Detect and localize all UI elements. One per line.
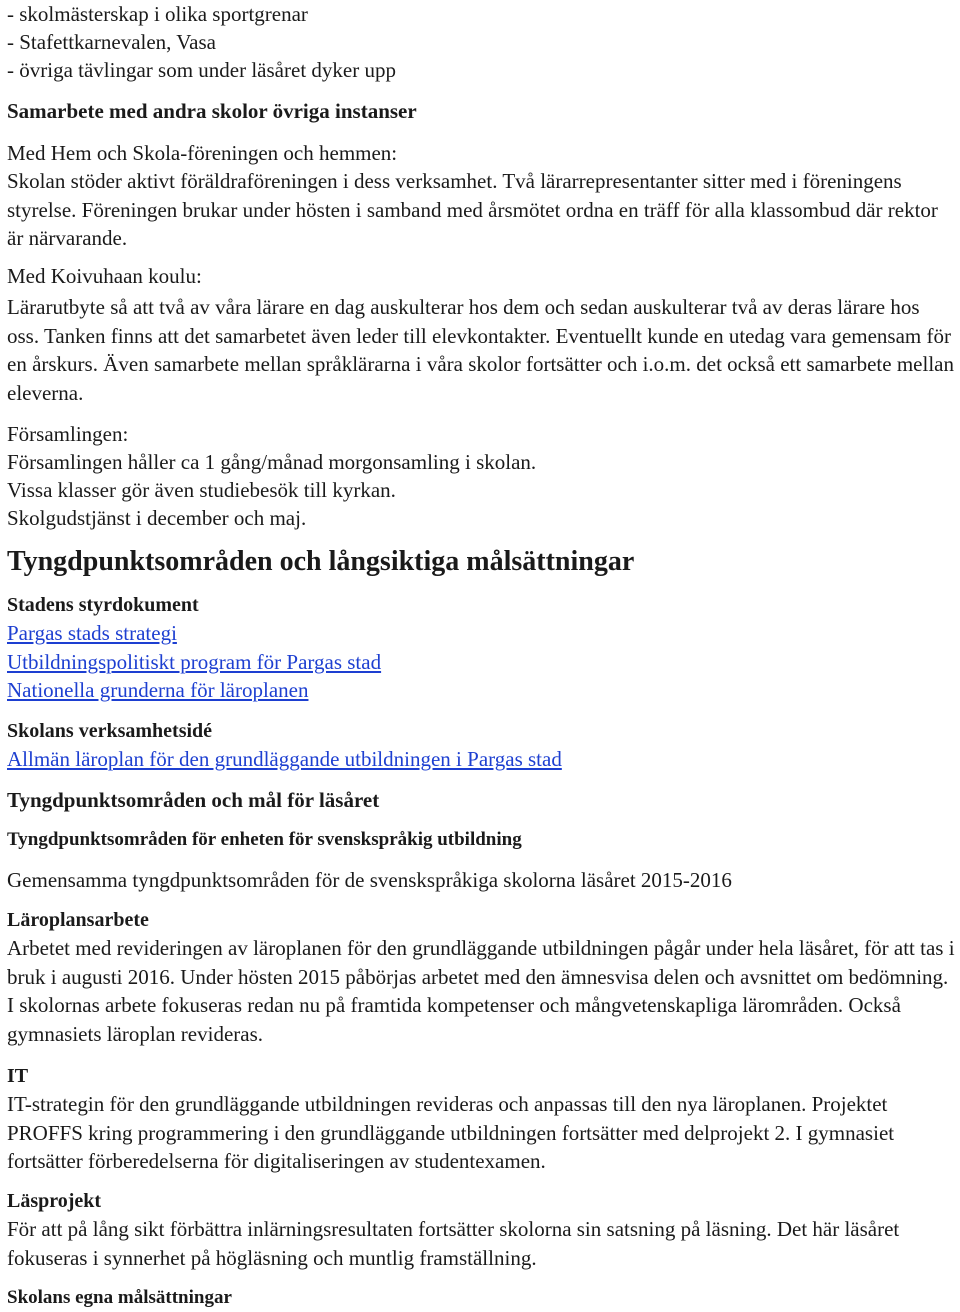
- link-general-curriculum[interactable]: Allmän läroplan för den grundläggande utbildningen i Pargas stad: [7, 747, 562, 771]
- own-goals-heading: Skolans egna målsättningar: [7, 1287, 232, 1308]
- cooperation-heading: Samarbete med andra skolor övriga instanser: [7, 99, 417, 123]
- koivuhaan-text: Lärarutbyte så att två av våra lärare en dag auskulterar hos dem och sedan auskulterar två av deras lärare hos oss. Tanken finns att det samarbetet även leder till elevkontakter. Eventuellt kunde en utedag vara gemensam för en årskurs. Även samarbete mellan språklärarna i våra skolor fortsätter och i.o.m. det också ett samarbete mellan eleverna.: [7, 295, 954, 405]
- it-heading: IT: [7, 1065, 29, 1087]
- reading-heading: Läsprojekt: [7, 1190, 102, 1212]
- link-pargas-strategy[interactable]: Pargas stads strategi: [7, 621, 177, 645]
- parish-line: Skolgudstjänst i december och maj.: [7, 506, 307, 530]
- koivuhaan-label: Med Koivuhaan koulu:: [7, 264, 202, 288]
- school-idea-heading: Skolans verksamhetsidé: [7, 720, 213, 742]
- home-school-text: Skolan stöder aktivt föräldraföreningen i dess verksamhet. Två lärarrepresentanter sitter med i föreningens styrelse. Föreningen brukar under hösten i samband med årsmötet ordna en träff för alla klassombud där rektor är närvarande.: [7, 169, 938, 250]
- event-list-item: - skolmästerskap i olika sportgrenar: [7, 2, 308, 26]
- reading-text: För att på lång sikt förbättra inlärningsresultaten fortsätter skolorna sin satsning på läsning. Det här läsåret fokuseras i synnerhet på högläsning och muntlig framställning.: [7, 1217, 900, 1270]
- parish-line: Församlingen håller ca 1 gång/månad morgonsamling i skolan.: [7, 450, 537, 474]
- city-docs-heading: Stadens styrdokument: [7, 594, 199, 616]
- curriculum-heading: Läroplansarbete: [7, 909, 149, 931]
- year-goals-heading: Tyngdpunktsområden och mål för läsåret: [7, 788, 380, 812]
- it-text: IT-strategin för den grundläggande utbildningen revideras och anpassas till den nya läroplanen. Projektet PROFFS kring programmering i den grundläggande utbildningen fortsätter med delprojekt 2. I gymnasiet fortsätter förberedelserna för digitaliseringen av studentexamen.: [7, 1092, 895, 1173]
- parish-line: Vissa klasser gör även studiebesök till kyrkan.: [7, 478, 396, 502]
- event-list-item: - övriga tävlingar som under läsåret dyker upp: [7, 58, 396, 82]
- parish-label: Församlingen:: [7, 422, 129, 446]
- unit-goals-heading: Tyngdpunktsområden för enheten för svenskspråkig utbildning: [7, 829, 522, 850]
- focus-heading: Tyngdpunktsområden och långsiktiga målsättningar: [7, 546, 635, 577]
- link-national-curriculum[interactable]: Nationella grunderna för läroplanen: [7, 678, 309, 702]
- link-education-policy-program[interactable]: Utbildningspolitiskt program för Pargas stad: [7, 650, 382, 674]
- curriculum-text: Arbetet med revideringen av läroplanen för den grundläggande utbildningen pågår under hela läsåret, för att tas i bruk i augusti 2016. Under hösten 2015 påbörjas arbetet med den ämnesvisa delen och avsnittet om bedömning. I skolornas arbete fokuseras redan nu på framtida kompetenser och mångvetenskapliga lärområden. Också gymnasiets läroplan revideras.: [7, 936, 955, 1046]
- home-school-label: Med Hem och Skola-föreningen och hemmen:: [7, 141, 398, 165]
- event-list-item: - Stafettkarnevalen, Vasa: [7, 30, 216, 54]
- common-focus-line: Gemensamma tyngdpunktsområden för de svenskspråkiga skolorna läsåret 2015-2016: [7, 868, 732, 892]
